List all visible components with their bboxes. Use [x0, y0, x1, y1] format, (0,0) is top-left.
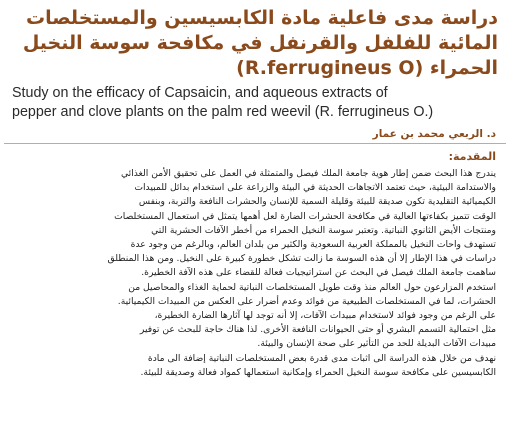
- body-paragraph: [10, 167, 496, 380]
- body-line: يندرج هذا البحث ضمن إطار هوية جامعة الملك فيصل والمتمثلة في العمل على تحقيق الأمن الغذائي: [120, 168, 496, 179]
- arabic-title-line-3: الحمراء (R.ferrugineus O): [236, 57, 498, 79]
- body-line: نهدف من خلال هذه الدراسة الى اثبات مدى قدرة بعض المستخلصات النباتية إضافة الى مادة: [147, 352, 496, 364]
- body-line: مبيدات الآفات البديلة للحد من التأثير على صحة الإنسان والبيئة.: [257, 338, 496, 350]
- section-divider: [4, 143, 506, 144]
- english-title-line-1: Study on the efficacy of Capsaicin, and aqueous extracts of: [12, 85, 388, 101]
- body-line: الكيميائية التقليدية تكون صديقة للبيئة وقليلة السمية للإنسان والحشرات النافعة والتربة، وبنفس: [138, 196, 496, 208]
- english-title: [12, 84, 502, 122]
- body-line: تستهدف واحات النخيل بالمملكة العربية السعودية والكثير من بلدان العالم، وبالرغم من وجود عدة: [130, 239, 496, 251]
- english-title-line-2: pepper and clove plants on the palm red weevil (R. ferrugineus O.): [12, 104, 434, 120]
- body-line: الوقت تتميز بكفاءتها العالية في مكافحة الحشرات الضارة لعل أهمها يتمثل في استعمال المستخلصات: [114, 210, 496, 222]
- body-line: دراسات في هذا الإطار إلا أن هذه السوسة ما زالت تشكل خطورة كبيرة على النخيل. ومن هذا المنطلق: [107, 253, 496, 265]
- body-line: على الرغم من وجود فوائد لاستخدام مبيدات الآفات، إلا أنه توجد لها آثارها الضارة الخطيرة،: [154, 310, 496, 322]
- body-line: ساهمت جامعة الملك فيصل في البحث عن استراتيجيات فعالة للقضاء على هذه الآفة الخطيرة.: [141, 267, 496, 279]
- body-line: الكابسيسين على مكافحة سوسة النخيل الحمراء وإمكانية استعمالها كمواد فعالة وصديقة للبيئة.: [140, 366, 496, 378]
- arabic-title-line-2: المائية للفلفل والقرنفل في مكافحة سوسة النخيل: [22, 32, 498, 54]
- body-line: والاستدامة البيئية، حيث تعتمد الاتجاهات الحديثة في البيئة والزراعة على استخدام بدائل للمبيدات: [134, 182, 496, 194]
- body-line: مثل احتمالية التسمم البشري أو حتى الحيوانات النافعة الأخرى. لذا هناك حاجة للبحث عن توفير: [139, 324, 496, 336]
- body-line: استخدم المزارعون حول العالم منذ وقت طويل المستخلصات النباتية لحماية الغذاء والمحاصيل من: [128, 281, 496, 293]
- body-line: الحشرات، لما في المستخلصات الطبيعية من فوائد وعدم أضرار على العكس من المبيدات الكيميائية.: [117, 295, 496, 307]
- arabic-title-line-1: دراسة مدى فاعلية مادة الكابسيسين والمستخلصات: [25, 7, 498, 29]
- section-heading: المقدمة:: [448, 150, 496, 163]
- body-line: ومنتجات الأيض الثانوي النباتية. وتعتبر سوسة النخيل الحمراء من أخطر الآفات الحشرية التي: [151, 224, 496, 236]
- arabic-title: [12, 6, 498, 81]
- author-name: د. الربعي محمد بن عمار: [372, 128, 496, 140]
